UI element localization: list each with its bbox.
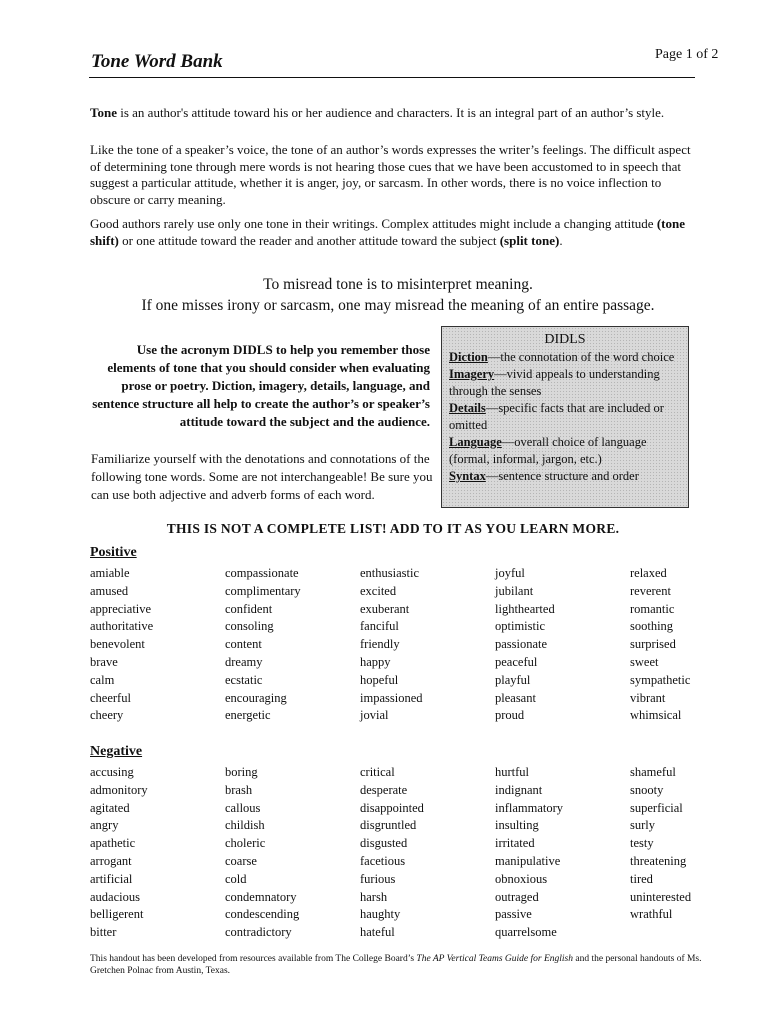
positive-word: whimsical: [630, 708, 682, 723]
intro-paragraph-1: [90, 105, 696, 122]
negative-word: disgruntled: [360, 818, 417, 833]
didls-def: —sentence structure and order: [485, 469, 639, 483]
positive-word: happy: [360, 654, 391, 669]
positive-word: surprised: [630, 637, 676, 652]
negative-word: obnoxious: [495, 871, 548, 886]
positive-word: authoritative: [90, 619, 154, 634]
header-divider: [89, 77, 695, 78]
didls-item-language: [449, 434, 681, 468]
positive-word: proud: [495, 708, 525, 723]
didls-term: Imagery: [449, 367, 495, 381]
intro-p3-e: .: [559, 232, 563, 248]
didls-intro: Use the acronym DIDLS to help you remember those elements of tone that you should consider when evaluating prose or poetry. Diction, imagery, details, language, and sentence structure all help to create the author’s or speaker’s attitude toward the subject and the audience.: [92, 342, 430, 429]
didls-def: —vivid appeals to understanding through the senses: [449, 367, 660, 398]
positive-word: joyful: [495, 566, 525, 580]
negative-word: condescending: [225, 907, 300, 922]
positive-word: complimentary: [225, 583, 301, 598]
negative-word: critical: [360, 765, 395, 779]
didls-item-imagery: [449, 366, 681, 400]
negative-word: hurtful: [495, 765, 530, 779]
negative-word: insulting: [495, 818, 539, 833]
didls-term: Syntax: [449, 469, 486, 483]
positive-word: enthusiastic: [360, 566, 420, 580]
quote-line-1: To misread tone is to misinterpret meaning.: [263, 276, 533, 293]
negative-word: condemnatory: [225, 889, 297, 904]
didls-term: Diction: [449, 350, 488, 364]
didls-item-details: [449, 400, 681, 434]
positive-word: vibrant: [630, 690, 666, 705]
footer-book-title: The AP Vertical Teams Guide for English: [416, 954, 574, 964]
positive-word: cheery: [90, 708, 124, 723]
positive-word: friendly: [360, 637, 400, 652]
didls-item-syntax: [449, 468, 681, 485]
negative-word: belligerent: [90, 907, 144, 922]
positive-word: content: [225, 637, 262, 652]
positive-word: sweet: [630, 654, 659, 669]
positive-word: confident: [225, 601, 273, 616]
negative-word: surly: [630, 818, 655, 833]
negative-word: irritated: [495, 836, 535, 851]
positive-word: jovial: [360, 708, 389, 723]
positive-word: pleasant: [495, 690, 536, 705]
positive-word: soothing: [630, 619, 674, 634]
positive-word: encouraging: [225, 690, 287, 705]
negative-word: passive: [495, 907, 532, 922]
intro-paragraph-3: [90, 216, 696, 249]
negative-word: hateful: [360, 925, 395, 940]
negative-word: boring: [225, 765, 258, 779]
positive-word: cheerful: [90, 690, 131, 705]
negative-word: desperate: [360, 782, 408, 797]
negative-word: coarse: [225, 853, 257, 868]
positive-word: passionate: [495, 637, 548, 652]
negative-word: outraged: [495, 889, 539, 904]
positive-word: benevolent: [90, 637, 145, 652]
negative-word: threatening: [630, 853, 687, 868]
negative-word: wrathful: [630, 907, 673, 922]
negative-word: testy: [630, 836, 654, 851]
didls-def: —overall choice of language (formal, informal, jargon, etc.): [449, 435, 647, 466]
positive-word: impassioned: [360, 690, 423, 705]
intro-p3-c: or one attitude toward the reader and another attitude toward the subject: [118, 232, 500, 248]
negative-word: choleric: [225, 836, 266, 851]
negative-word: quarrelsome: [495, 925, 557, 940]
didls-box: [441, 326, 689, 508]
positive-word: energetic: [225, 708, 271, 723]
negative-word: superficial: [630, 800, 683, 815]
familiarize-paragraph: Familiarize yourself with the denotations and connotations of the following tone words. Some are not interchangeable! Be sure you can use both adjective and adverb forms of each word.: [91, 451, 433, 502]
negative-word: callous: [225, 800, 261, 815]
positive-word: consoling: [225, 619, 274, 634]
positive-word: playful: [495, 672, 531, 687]
negative-word: childish: [225, 818, 265, 833]
negative-word: agitated: [90, 800, 130, 815]
positive-word: relaxed: [630, 566, 667, 580]
negative-word: haughty: [360, 907, 401, 922]
positive-word: calm: [90, 672, 115, 687]
positive-word: compassionate: [225, 566, 299, 580]
positive-word: brave: [90, 654, 118, 669]
positive-word: sympathetic: [630, 672, 691, 687]
negative-word: accusing: [90, 765, 134, 779]
negative-word: cold: [225, 871, 247, 886]
intro-paragraph-2: Like the tone of a speaker’s voice, the tone of an author’s words expresses the writer’s feelings. The difficult aspect of determining tone through mere words is not hearing those cues that we have been accustomed to in speech that suggest a particular attitude, whether it is anger, joy, or sarcasm. In other words, there is no voice inflection to obscure or carry meaning.: [90, 142, 691, 207]
positive-word: appreciative: [90, 601, 152, 616]
positive-word: amiable: [90, 566, 130, 580]
negative-word: shameful: [630, 765, 676, 779]
negative-word: arrogant: [90, 853, 132, 868]
positive-word: dreamy: [225, 654, 263, 669]
document-title: Tone Word Bank: [91, 51, 223, 72]
positive-word: ecstatic: [225, 672, 263, 687]
negative-word: apathetic: [90, 836, 136, 851]
notice-banner: THIS IS NOT A COMPLETE LIST! ADD TO IT AS YOU LEARN MORE.: [166, 521, 620, 536]
negative-word: inflammatory: [495, 800, 564, 815]
footer-note: [90, 953, 730, 977]
negative-heading: Negative: [90, 744, 143, 759]
didls-term: Details: [449, 401, 486, 415]
positive-word: romantic: [630, 601, 675, 616]
negative-word: angry: [90, 818, 119, 833]
negative-word: disappointed: [360, 800, 424, 815]
negative-word: disgusted: [360, 836, 408, 851]
negative-word: manipulative: [495, 853, 561, 868]
footer-part-1: This handout has been developed from resources available from The College Board’s: [90, 954, 417, 964]
negative-word: admonitory: [90, 782, 148, 797]
negative-word: harsh: [360, 889, 388, 904]
didls-title: DIDLS: [544, 332, 586, 347]
footer-part-3: and the personal handouts of Ms. Gretchen Polnac from Austin, Texas.: [90, 954, 702, 976]
didls-def: —the connotation of the word choice: [487, 350, 675, 364]
negative-word-grid: [90, 764, 700, 942]
positive-word: amused: [90, 583, 129, 598]
positive-word: jubilant: [495, 583, 534, 598]
positive-word-grid: [90, 565, 700, 725]
intro-p3-a: Good authors rarely use only one tone in their writings. Complex attitudes might include a changing attitude: [90, 216, 657, 231]
positive-word: exuberant: [360, 601, 410, 616]
didls-def: —specific facts that are included or omitted: [449, 401, 664, 432]
positive-word: reverent: [630, 583, 671, 598]
negative-word: brash: [225, 782, 253, 797]
negative-word: audacious: [90, 889, 140, 904]
positive-word: optimistic: [495, 619, 545, 634]
positive-word: hopeful: [360, 672, 399, 687]
negative-word: contradictory: [225, 925, 292, 940]
intro-p1-text: is an author's attitude toward his or her audience and characters. It is an integral part of an author’s style.: [116, 105, 665, 120]
positive-word: lighthearted: [495, 601, 555, 616]
negative-word: artificial: [90, 871, 133, 886]
split-tone-term: (split tone): [499, 232, 560, 248]
didls-term: Language: [449, 435, 502, 449]
positive-word: excited: [360, 583, 397, 598]
quote-line-2: If one misses irony or sarcasm, one may misread the meaning of an entire passage.: [141, 297, 655, 314]
didls-item-diction: [449, 349, 681, 366]
negative-word: facetious: [360, 853, 406, 868]
negative-word: tired: [630, 871, 653, 886]
tone-shift-term: (tone shift): [90, 216, 685, 248]
negative-word: bitter: [90, 925, 117, 940]
positive-word: peaceful: [495, 654, 538, 669]
negative-word: snooty: [630, 782, 664, 797]
negative-word: uninterested: [630, 889, 692, 904]
negative-word: furious: [360, 871, 396, 886]
page-number: Page 1 of 2: [655, 47, 719, 62]
negative-word: indignant: [495, 782, 543, 797]
positive-word: fanciful: [360, 619, 399, 634]
tone-term: Tone: [90, 105, 117, 120]
positive-heading: Positive: [90, 545, 137, 560]
